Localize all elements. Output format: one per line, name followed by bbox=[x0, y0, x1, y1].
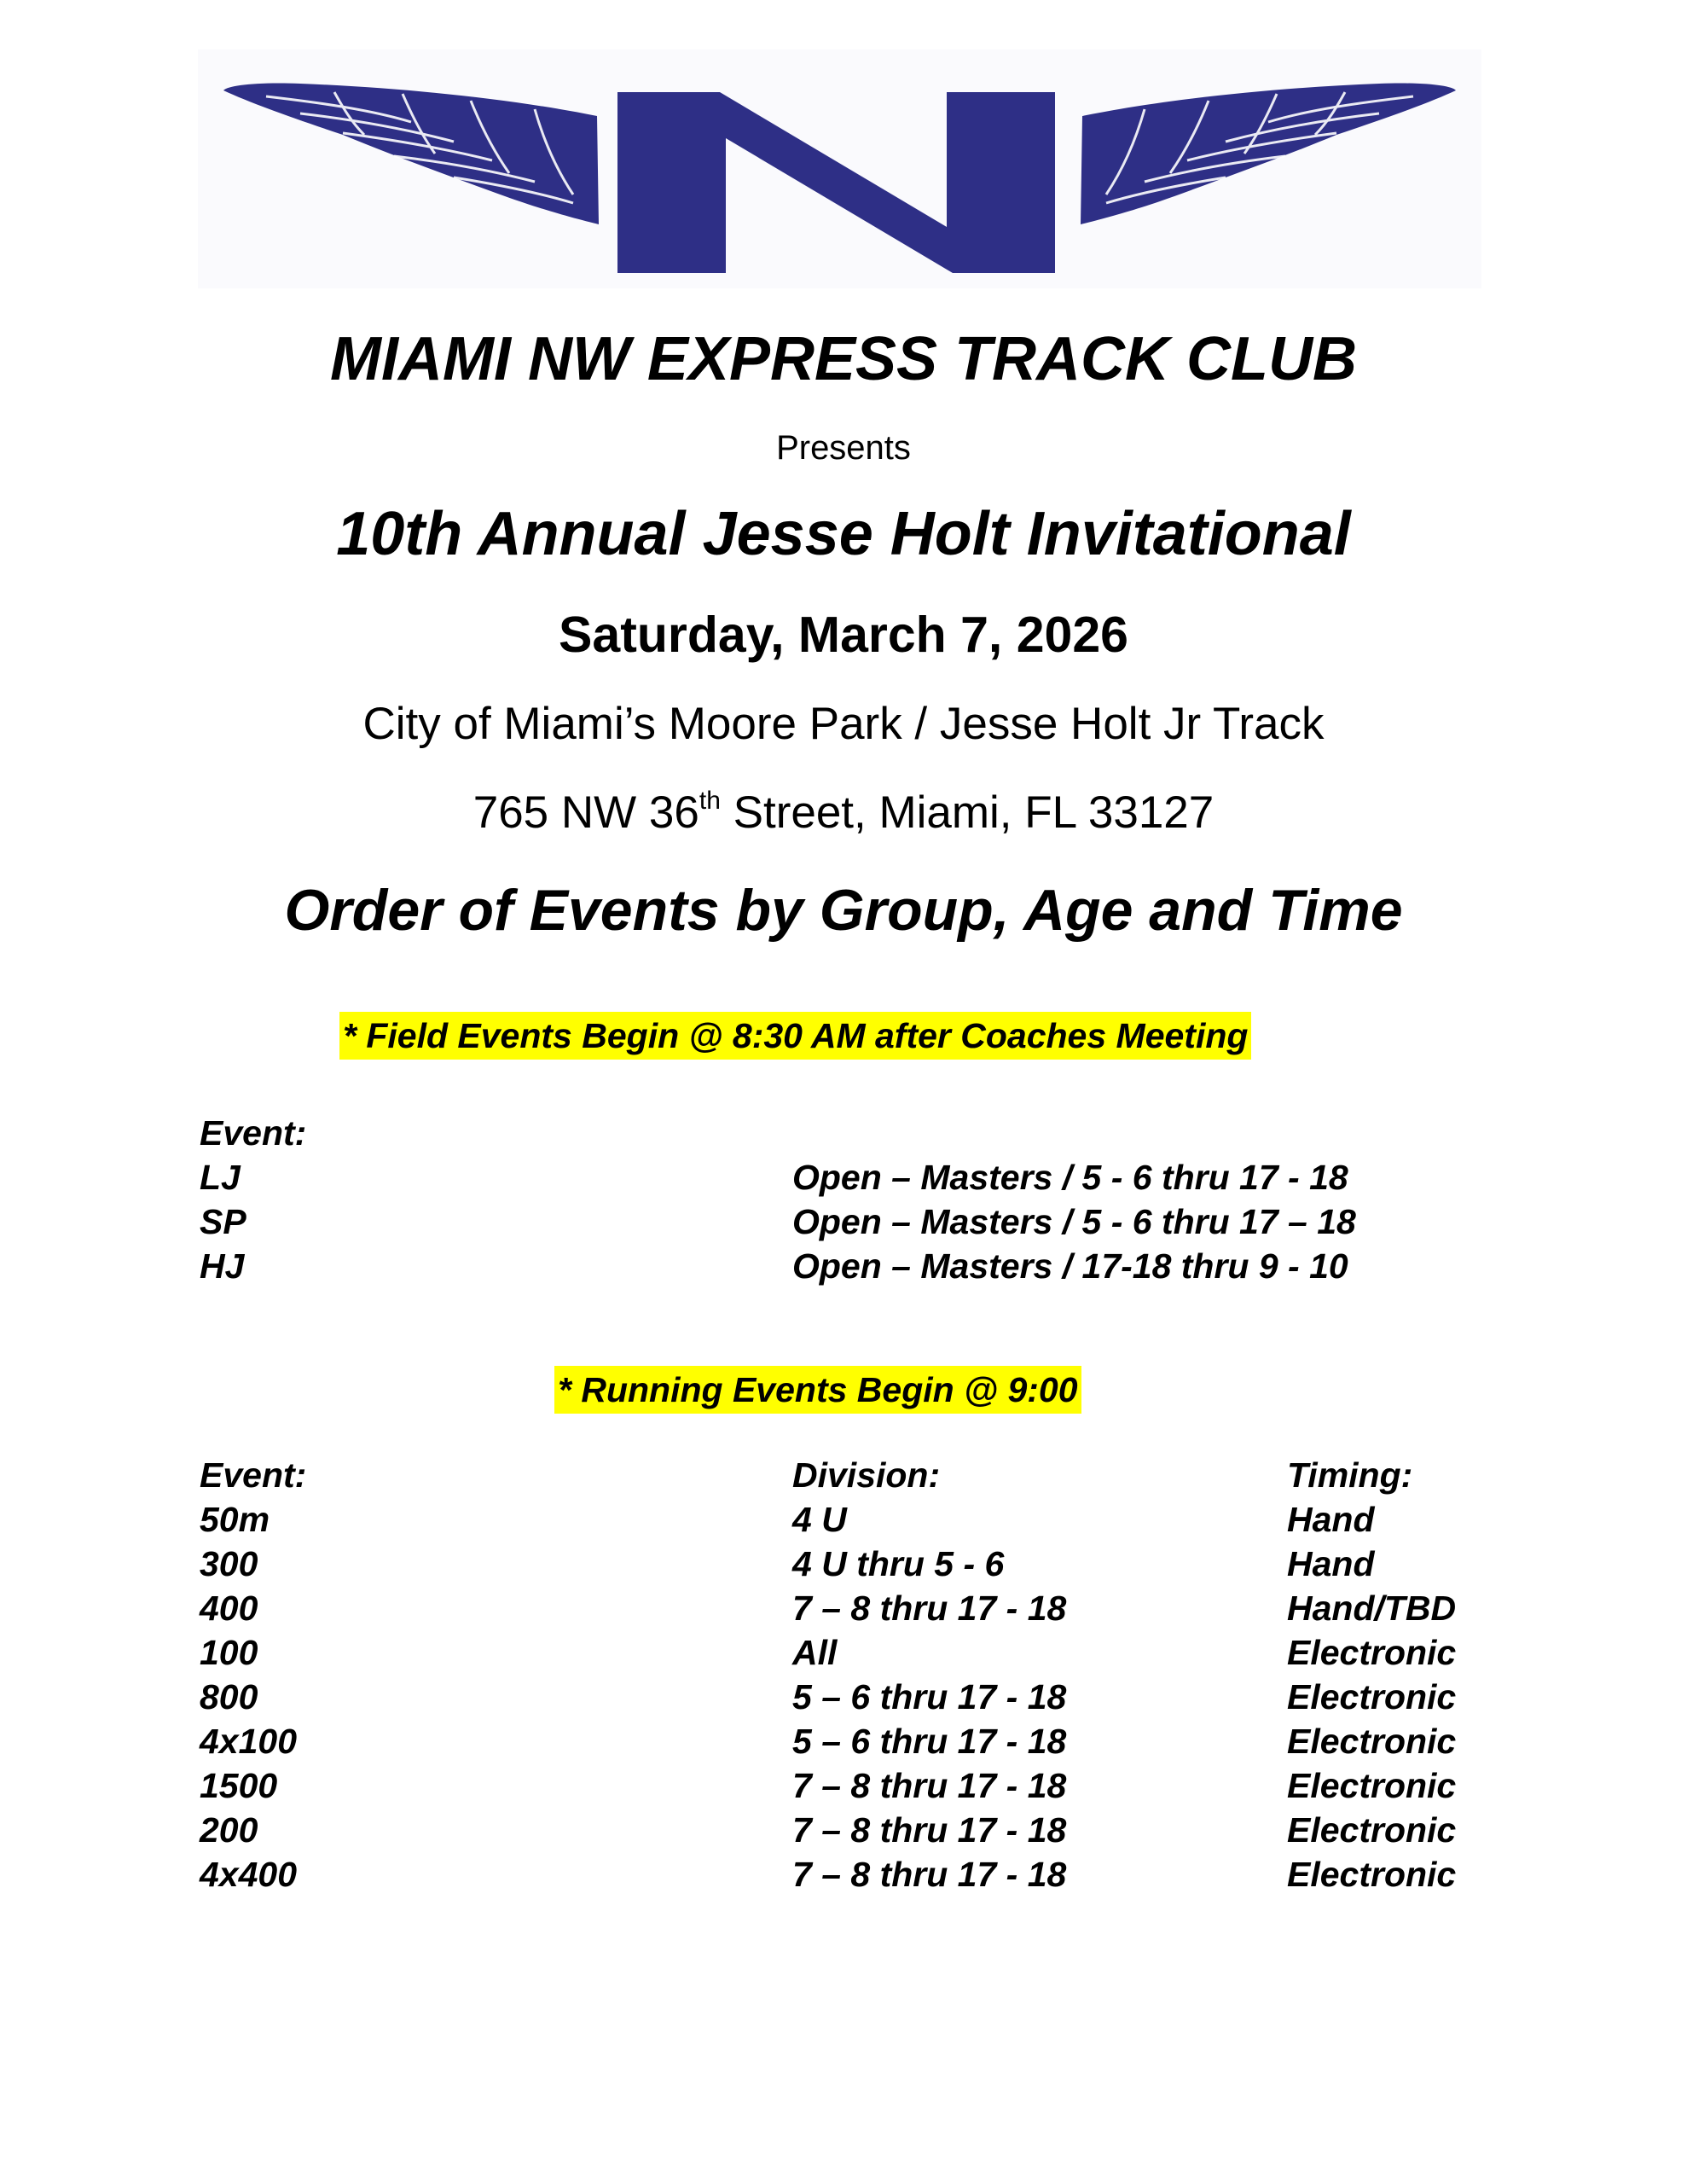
running-event-timing: Hand/TBD bbox=[1287, 1589, 1457, 1628]
running-event-name: 50m bbox=[200, 1500, 270, 1539]
running-event-division: 5 – 6 thru 17 - 18 bbox=[792, 1677, 1067, 1716]
running-event-division: 7 – 8 thru 17 - 18 bbox=[792, 1855, 1067, 1894]
event-title: 10th Annual Jesse Holt Invitational bbox=[336, 500, 1351, 568]
running-event-timing: Electronic bbox=[1287, 1677, 1457, 1716]
running-event-division: 7 – 8 thru 17 - 18 bbox=[792, 1589, 1067, 1628]
running-event-name: 100 bbox=[200, 1633, 258, 1672]
running-event-name: 200 bbox=[200, 1810, 258, 1850]
running-event-division: 7 – 8 thru 17 - 18 bbox=[792, 1766, 1067, 1805]
field-event-division: Open – Masters / 5 - 6 thru 17 – 18 bbox=[792, 1202, 1356, 1241]
field-header-event: Event: bbox=[200, 1113, 307, 1153]
winged-n-icon bbox=[198, 49, 1481, 288]
running-event-division: All bbox=[792, 1633, 838, 1672]
order-title: Order of Events by Group, Age and Time bbox=[284, 878, 1403, 943]
field-event-name: SP bbox=[200, 1202, 246, 1241]
running-event-name: 800 bbox=[200, 1677, 258, 1716]
running-event-name: 4x100 bbox=[200, 1722, 298, 1761]
running-event-timing: Electronic bbox=[1287, 1766, 1457, 1805]
running-event-timing: Electronic bbox=[1287, 1810, 1457, 1850]
running-event-timing: Hand bbox=[1287, 1544, 1375, 1583]
field-event-division: Open – Masters / 17-18 thru 9 - 10 bbox=[792, 1246, 1348, 1286]
running-event-name: 400 bbox=[200, 1589, 258, 1628]
address bbox=[0, 787, 1687, 839]
address-number: 765 NW 36 bbox=[472, 787, 699, 838]
presents-label: Presents bbox=[776, 429, 911, 467]
field-event-division: Open – Masters / 5 - 6 thru 17 - 18 bbox=[792, 1158, 1348, 1197]
running-event-timing: Electronic bbox=[1287, 1633, 1457, 1672]
field-event-name: LJ bbox=[200, 1158, 241, 1197]
running-events-banner: * Running Events Begin @ 9:00 bbox=[554, 1366, 1081, 1414]
running-event-name: 1500 bbox=[200, 1766, 278, 1805]
winged-n-logo bbox=[198, 49, 1481, 288]
running-event-division: 7 – 8 thru 17 - 18 bbox=[792, 1810, 1067, 1850]
running-event-name: 300 bbox=[200, 1544, 258, 1583]
running-event-timing: Electronic bbox=[1287, 1855, 1457, 1894]
running-event-division: 5 – 6 thru 17 - 18 bbox=[792, 1722, 1067, 1761]
field-events-banner: * Field Events Begin @ 8:30 AM after Coaches Meeting bbox=[339, 1012, 1251, 1060]
address-rest: Street, Miami, FL 33127 bbox=[720, 787, 1215, 838]
field-event-name: HJ bbox=[200, 1246, 245, 1286]
running-event-division: 4 U thru 5 - 6 bbox=[792, 1544, 1005, 1583]
running-event-name: 4x400 bbox=[200, 1855, 298, 1894]
club-name: MIAMI NW EXPRESS TRACK CLUB bbox=[330, 325, 1357, 393]
running-event-timing: Electronic bbox=[1287, 1722, 1457, 1761]
event-date: Saturday, March 7, 2026 bbox=[559, 607, 1128, 663]
running-header-division: Division: bbox=[792, 1455, 941, 1495]
running-event-timing: Hand bbox=[1287, 1500, 1375, 1539]
running-event-division: 4 U bbox=[792, 1500, 847, 1539]
address-ordinal: th bbox=[699, 787, 721, 815]
venue: City of Miami’s Moore Park / Jesse Holt Jr Track bbox=[362, 699, 1325, 749]
running-header-timing: Timing: bbox=[1287, 1455, 1413, 1495]
running-header-event: Event: bbox=[200, 1455, 307, 1495]
